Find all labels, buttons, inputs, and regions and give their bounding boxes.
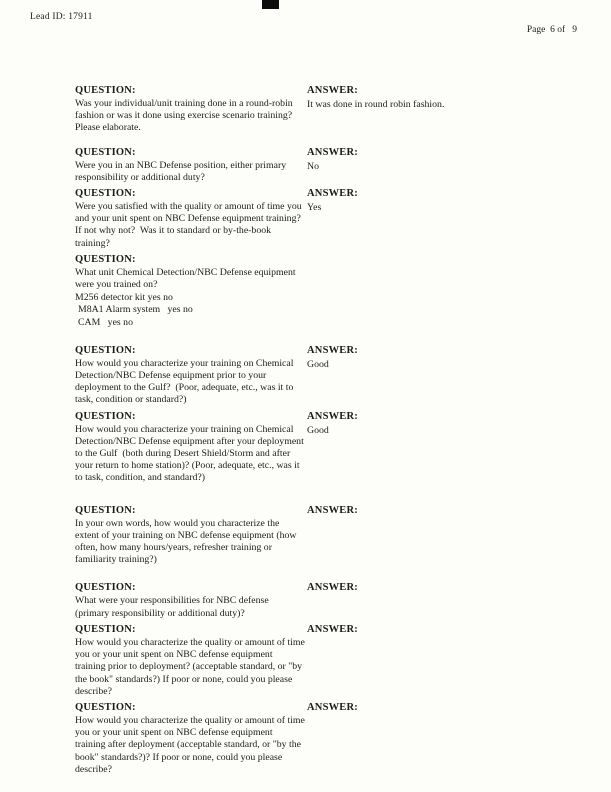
answer-block	[307, 504, 580, 567]
question-label: QUESTION:	[75, 582, 136, 594]
answer-block	[307, 187, 580, 250]
answer-text: Yes	[307, 202, 322, 214]
scan-artifact-mark	[262, 0, 279, 9]
question-block	[75, 504, 305, 567]
answer-label: ANSWER:	[307, 623, 358, 635]
question-text: How would you characterize your training on Chemical Detection/NBC Defense equipment after your deployment to the Gulf (both during Desert Shield/Storm and after your return to home station)? (Poor, adequate, etc., was it to task, condition, and standard?)	[75, 423, 307, 484]
answer-label: ANSWER:	[307, 582, 358, 594]
answer-label: ANSWER:	[307, 344, 358, 356]
qa-row	[75, 253, 580, 329]
question-label: QUESTION:	[75, 146, 136, 158]
answer-block	[307, 146, 580, 184]
answer-block	[307, 253, 580, 329]
qa-row	[75, 187, 580, 250]
qa-row	[75, 504, 580, 567]
answer-text: No	[307, 160, 319, 172]
qa-content	[75, 84, 580, 779]
question-block	[75, 187, 305, 250]
question-block	[75, 84, 305, 135]
question-block	[75, 581, 305, 619]
checklist-item: M256 detector kit yes no	[75, 292, 173, 304]
answer-block	[307, 84, 580, 135]
question-text: Were you in an NBC Defense position, either primary responsibility or additional duty?	[75, 159, 289, 183]
qa-row	[75, 410, 580, 485]
answer-block	[307, 410, 580, 485]
question-label: QUESTION:	[75, 623, 136, 635]
answer-block	[307, 623, 580, 698]
question-text: In your own words, how would you characterize the extent of your training on NBC defense equipment (how often, how many hours/years, refresher training or familiarity training?)	[75, 517, 299, 566]
qa-row	[75, 623, 580, 698]
question-label: QUESTION:	[75, 410, 136, 422]
answer-label: ANSWER:	[307, 85, 358, 96]
qa-row	[75, 84, 580, 135]
question-text: How would you characterize your training on Chemical Detection/NBC Defense equipment prior to your deployment to the Gulf? (Poor, adequate, etc., was it to task, condition or standard?)	[75, 357, 296, 406]
question-label: QUESTION:	[75, 188, 136, 200]
question-block	[75, 344, 305, 407]
question-label: QUESTION:	[75, 701, 136, 713]
question-text: How would you characterize the quality or amount of time you or your unit spent on NBC defense equipment training prior to deployment? (acceptable standard, or "by the book" standards?) If poor or none, could you please describe?	[75, 636, 308, 697]
question-block	[75, 146, 305, 184]
answer-text: It was done in round robin fashion.	[307, 99, 445, 110]
answer-label: ANSWER:	[307, 701, 358, 713]
qa-row	[75, 344, 580, 407]
question-label: QUESTION:	[75, 85, 136, 96]
question-block	[75, 701, 308, 776]
qa-row	[75, 581, 580, 619]
answer-text: Good	[307, 358, 329, 370]
equipment-checklist	[75, 292, 305, 329]
question-label: QUESTION:	[75, 344, 136, 356]
answer-block	[307, 701, 580, 776]
answer-label: ANSWER:	[307, 410, 358, 422]
answer-label: ANSWER:	[307, 188, 358, 200]
lead-id: Lead ID: 17911	[30, 12, 93, 22]
answer-block	[307, 581, 580, 619]
checklist-item: M8A1 Alarm system yes no	[78, 304, 193, 316]
question-text: What unit Chemical Detection/NBC Defense equipment were you trained on?	[75, 266, 299, 291]
qa-row	[75, 146, 580, 184]
question-block	[75, 253, 305, 329]
question-text: How would you characterize the quality or amount of time you or your unit spent on NBC defense equipment training after deployment (acceptable standard, or "by the book" standards?)? If poor or none, could you please describe?	[75, 714, 308, 775]
answer-label: ANSWER:	[307, 504, 358, 516]
question-label: QUESTION:	[75, 504, 136, 516]
checklist-item: CAM yes no	[78, 316, 133, 328]
answer-text: Good	[307, 424, 329, 436]
question-text: Were you satisfied with the quality or amount of time you and your unit spent on NBC Defense equipment training? If not why not? Was it to standard or by-the-book training?	[75, 201, 306, 249]
question-block	[75, 410, 305, 485]
question-text: Was your individual/unit training done in a round-robin fashion or was it done using exercise scenario training? Please elaborate.	[75, 98, 296, 134]
qa-row	[75, 701, 580, 776]
question-label: QUESTION:	[75, 253, 136, 265]
question-block	[75, 623, 308, 698]
answer-label: ANSWER:	[307, 146, 358, 158]
page-number: Page 6 of 9	[526, 25, 577, 35]
question-text: What were your responsibilities for NBC defense (primary responsibility or additional duty)?	[75, 595, 272, 619]
answer-block	[307, 344, 580, 407]
